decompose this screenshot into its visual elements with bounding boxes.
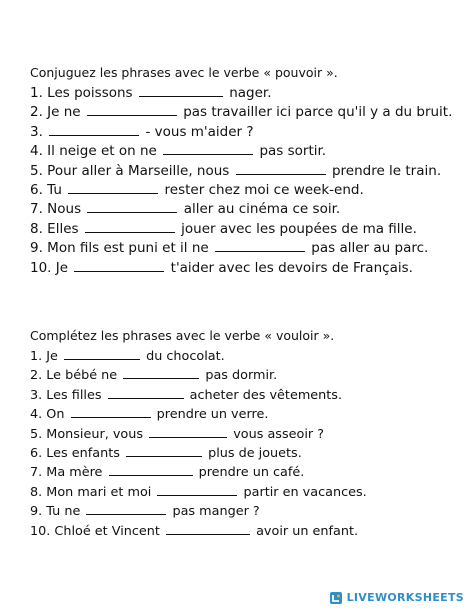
sentence-start: 3. (30, 123, 43, 140)
sentence-line (30, 405, 450, 424)
sentence-line (30, 502, 450, 521)
sentence-start: 7. Ma mère (30, 465, 103, 481)
sentence-line (30, 522, 450, 541)
answer-blank[interactable] (87, 104, 177, 116)
sentence-start: 5. Pour aller à Marseille, nous (30, 162, 230, 179)
answer-blank[interactable] (139, 85, 223, 97)
sentence-line (30, 103, 453, 122)
footer-branding (329, 589, 464, 605)
sentence-line (30, 162, 450, 181)
sentence-start: 6. Tu (30, 181, 62, 198)
sentence-start: 8. Mon mari et moi (30, 484, 152, 500)
sentence-end: pas travailler ici parce qu'il y a du bruit. (183, 104, 453, 121)
exercise-pouvoir (30, 64, 453, 278)
sentence-line (30, 123, 450, 142)
sentence-end: acheter des vêtements. (189, 387, 343, 403)
answer-blank[interactable] (236, 163, 326, 175)
sentence-line (30, 142, 450, 161)
sentence-start: 8. Elles (30, 220, 79, 237)
exercise-instruction: Complétez les phrases avec le verbe « vouloir ». (30, 328, 335, 343)
exercise-vouloir (30, 327, 450, 541)
sentence-start: 2. Le bébé ne (30, 368, 118, 384)
answer-blank[interactable] (68, 182, 158, 194)
answer-blank[interactable] (85, 221, 175, 233)
sentence-line (30, 483, 450, 502)
sentence-end: partir en vacances. (243, 484, 367, 500)
sentence-start: 10. Chloé et Vincent (30, 523, 160, 539)
sentence-end: - vous m'aider ? (145, 123, 254, 140)
sentence-end: pas sortir. (259, 143, 327, 160)
sentence-line (30, 366, 450, 385)
sentence-start: 4. Il neige et on ne (30, 143, 157, 160)
sentence-line (30, 220, 450, 239)
answer-blank[interactable] (126, 445, 202, 457)
sentence-end: aller au cinéma ce soir. (183, 201, 341, 218)
answer-blank[interactable] (74, 260, 164, 272)
answer-blank[interactable] (108, 387, 184, 399)
sentence-start: 9. Mon fils est puni et il ne (30, 240, 209, 257)
sentence-start: 5. Monsieur, vous (30, 426, 144, 442)
answer-blank[interactable] (109, 464, 193, 476)
sentence-start: 3. Les filles (30, 387, 102, 403)
liveworksheets-logo-icon (329, 590, 343, 604)
answer-blank[interactable] (149, 426, 227, 438)
sentence-end: prendre le train. (331, 162, 442, 179)
sentence-line (30, 386, 450, 405)
answer-blank[interactable] (87, 201, 177, 213)
sentence-line (30, 84, 450, 103)
sentence-line (30, 259, 450, 278)
sentence-end: vous asseoir ? (233, 426, 325, 442)
sentence-line (30, 425, 450, 444)
sentence-line (30, 181, 450, 200)
sentence-end: jouer avec les poupées de ma fille. (181, 220, 417, 237)
answer-blank[interactable] (64, 348, 140, 360)
sentence-end: du chocolat. (146, 349, 225, 364)
sentence-end: pas dormir. (205, 368, 278, 384)
sentence-end: pas aller au parc. (311, 240, 429, 257)
sentence-end: t'aider avec les devoirs de Français. (170, 259, 413, 276)
sentence-line (30, 444, 450, 463)
sentence-end: prendre un verre. (156, 407, 269, 423)
answer-blank[interactable] (49, 124, 139, 136)
answer-blank[interactable] (166, 523, 250, 535)
answer-blank[interactable] (157, 484, 237, 496)
sentence-start: 4. On (30, 407, 65, 423)
sentence-line (30, 239, 450, 258)
sentence-line (30, 347, 450, 366)
sentence-start: 10. Je (30, 259, 69, 276)
sentence-end: pas manger ? (172, 504, 260, 520)
sentence-start: 1. Je (30, 349, 58, 364)
sentence-line (30, 200, 450, 219)
footer-brand-text: LIVEWORKSHEETS (346, 590, 464, 604)
sentence-start: 6. Les enfants (30, 445, 120, 461)
sentence-line (30, 463, 450, 482)
sentence-start: 1. Les poissons (30, 85, 133, 101)
answer-blank[interactable] (215, 240, 305, 252)
answer-blank[interactable] (163, 143, 253, 155)
sentence-end: avoir un enfant. (256, 523, 359, 539)
sentence-start: 9. Tu ne (30, 504, 81, 520)
sentence-end: rester chez moi ce week-end. (164, 181, 364, 198)
sentence-end: nager. (229, 85, 272, 101)
sentence-start: 2. Je ne (30, 104, 81, 121)
answer-blank[interactable] (86, 503, 166, 515)
sentence-end: prendre un café. (198, 465, 305, 481)
answer-blank[interactable] (71, 406, 151, 418)
answer-blank[interactable] (123, 367, 199, 379)
sentence-end: plus de jouets. (208, 445, 302, 461)
sentence-start: 7. Nous (30, 201, 82, 218)
exercise-instruction: Conjuguez les phrases avec le verbe « pouvoir ». (30, 65, 338, 80)
